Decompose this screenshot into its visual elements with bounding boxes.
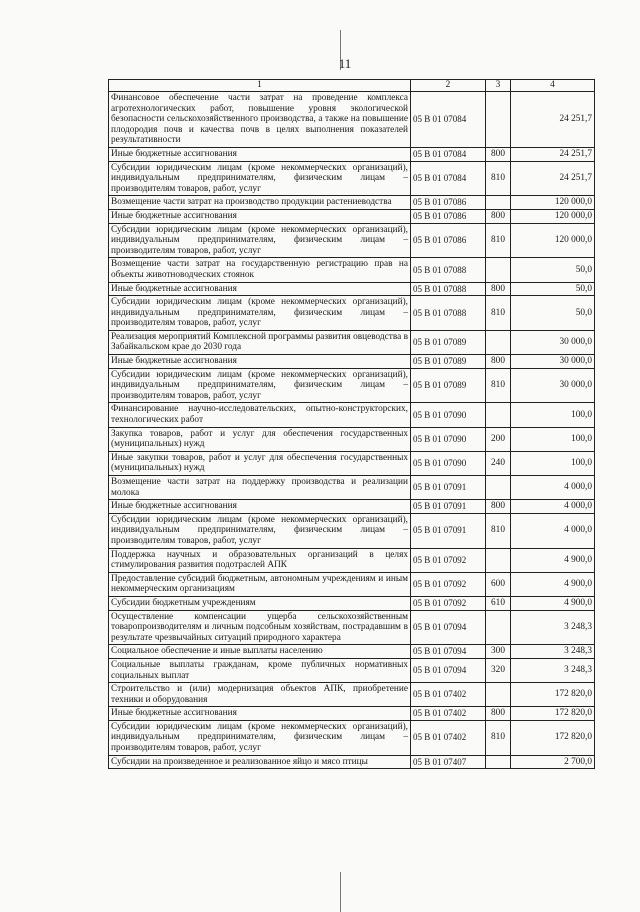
- row-type-cell: 800: [486, 500, 511, 514]
- row-code-cell: 05 В 01 07091: [411, 476, 486, 500]
- table-row: [109, 451, 595, 475]
- table-row: [109, 92, 595, 148]
- table-row: [109, 610, 595, 645]
- row-amount-cell: 24 251,7: [511, 147, 595, 161]
- row-type-cell: 240: [486, 451, 511, 475]
- row-name-cell: Субсидии юридическим лицам (кроме некоммерческих организаций), индивидуальным предпринимателям, физическим лицам – производителям товаров, работ, услуг: [109, 720, 411, 755]
- table-row: [109, 755, 595, 769]
- table-row: [109, 258, 595, 282]
- table-row: [109, 282, 595, 296]
- row-code-cell: 05 В 01 07088: [411, 296, 486, 331]
- row-name-cell: Субсидии на произведенное и реализованное яйцо и мясо птицы: [109, 755, 411, 769]
- row-type-cell: [486, 196, 511, 210]
- row-type-cell: [486, 476, 511, 500]
- row-name-cell: Иные бюджетные ассигнования: [109, 147, 411, 161]
- table-row: [109, 368, 595, 403]
- table-row: [109, 683, 595, 707]
- row-name-cell: Строительство и (или) модернизация объектов АПК, приобретение техники и оборудования: [109, 683, 411, 707]
- row-type-cell: [486, 548, 511, 572]
- row-type-cell: [486, 610, 511, 645]
- row-name-cell: Иные закупки товаров, работ и услуг для обеспечения государственных (муниципальных) нужд: [109, 451, 411, 475]
- row-type-cell: 800: [486, 707, 511, 721]
- table-row: [109, 572, 595, 596]
- row-name-cell: Возмещение части затрат на государственную регистрацию прав на объекты животноводческих стоянок: [109, 258, 411, 282]
- row-amount-cell: 3 248,3: [511, 645, 595, 659]
- row-amount-cell: 50,0: [511, 296, 595, 331]
- row-name-cell: Субсидии юридическим лицам (кроме некоммерческих организаций), индивидуальным предпринимателям, физическим лицам – производителям товаров, работ, услуг: [109, 368, 411, 403]
- row-type-cell: 810: [486, 513, 511, 548]
- row-amount-cell: 4 000,0: [511, 513, 595, 548]
- row-code-cell: 05 В 01 07089: [411, 355, 486, 369]
- row-type-cell: 800: [486, 147, 511, 161]
- row-code-cell: 05 В 01 07086: [411, 223, 486, 258]
- row-code-cell: 05 В 01 07091: [411, 500, 486, 514]
- table-row: [109, 596, 595, 610]
- row-name-cell: Иные бюджетные ассигнования: [109, 209, 411, 223]
- table-row: [109, 427, 595, 451]
- row-amount-cell: 30 000,0: [511, 355, 595, 369]
- table-row: [109, 209, 595, 223]
- row-name-cell: Субсидии юридическим лицам (кроме некоммерческих организаций), индивидуальным предпринимателям, физическим лицам – производителям товаров, работ, услуг: [109, 296, 411, 331]
- row-name-cell: Иные бюджетные ассигнования: [109, 282, 411, 296]
- row-code-cell: 05 В 01 07402: [411, 707, 486, 721]
- row-type-cell: [486, 403, 511, 427]
- row-amount-cell: 4 900,0: [511, 548, 595, 572]
- row-name-cell: Субсидии юридическим лицам (кроме некоммерческих организаций), индивидуальным предпринимателям, физическим лицам – производителям товаров, работ, услуг: [109, 223, 411, 258]
- row-type-cell: 600: [486, 572, 511, 596]
- row-code-cell: 05 В 01 07089: [411, 330, 486, 354]
- row-amount-cell: 24 251,7: [511, 92, 595, 148]
- row-amount-cell: 3 248,3: [511, 610, 595, 645]
- row-code-cell: 05 В 01 07092: [411, 548, 486, 572]
- row-amount-cell: 4 900,0: [511, 596, 595, 610]
- budget-table: [108, 79, 595, 769]
- row-type-cell: 320: [486, 658, 511, 682]
- row-amount-cell: 24 251,7: [511, 161, 595, 196]
- row-code-cell: 05 В 01 07090: [411, 403, 486, 427]
- row-amount-cell: 2 700,0: [511, 755, 595, 769]
- row-name-cell: Социальные выплаты гражданам, кроме публичных нормативных социальных выплат: [109, 658, 411, 682]
- row-type-cell: 800: [486, 355, 511, 369]
- row-amount-cell: 30 000,0: [511, 368, 595, 403]
- row-amount-cell: 120 000,0: [511, 209, 595, 223]
- row-amount-cell: 100,0: [511, 427, 595, 451]
- row-code-cell: 05 В 01 07090: [411, 427, 486, 451]
- row-type-cell: [486, 92, 511, 148]
- row-name-cell: Реализация мероприятий Комплексной программы развития овцеводства в Забайкальском крае до 2030 года: [109, 330, 411, 354]
- row-type-cell: 810: [486, 296, 511, 331]
- row-name-cell: Субсидии бюджетным учреждениям: [109, 596, 411, 610]
- row-name-cell: Иные бюджетные ассигнования: [109, 355, 411, 369]
- row-amount-cell: 50,0: [511, 282, 595, 296]
- row-name-cell: Финансовое обеспечение части затрат на проведение комплекса агротехнологических работ, повышение уровня экологической безопасности сельскохозяйственного производства, а также на повышение плодородия почв и качества почв в целях выполнения показателей результативности: [109, 92, 411, 148]
- row-type-cell: 810: [486, 161, 511, 196]
- row-amount-cell: 4 000,0: [511, 476, 595, 500]
- table-row: [109, 147, 595, 161]
- row-code-cell: 05 В 01 07092: [411, 596, 486, 610]
- row-name-cell: Финансирование научно-исследовательских, опытно-конструкторских, технологических работ: [109, 403, 411, 427]
- row-code-cell: 05 В 01 07091: [411, 513, 486, 548]
- row-type-cell: [486, 330, 511, 354]
- binding-mark-bottom: [340, 872, 341, 912]
- row-code-cell: 05 В 01 07088: [411, 258, 486, 282]
- row-code-cell: 05 В 01 07084: [411, 92, 486, 148]
- row-type-cell: 800: [486, 282, 511, 296]
- row-name-cell: Поддержка научных и образовательных организаций в целях стимулирования развития подотраслей АПК: [109, 548, 411, 572]
- table-row: [109, 513, 595, 548]
- table-row: [109, 707, 595, 721]
- column-header-type: 3: [486, 80, 511, 92]
- row-amount-cell: 172 820,0: [511, 683, 595, 707]
- table-row: [109, 223, 595, 258]
- row-name-cell: Возмещение части затрат на производство продукции растениеводства: [109, 196, 411, 210]
- row-amount-cell: 172 820,0: [511, 720, 595, 755]
- row-code-cell: 05 В 01 07088: [411, 282, 486, 296]
- row-code-cell: 05 В 01 07084: [411, 161, 486, 196]
- row-type-cell: [486, 755, 511, 769]
- row-type-cell: [486, 258, 511, 282]
- row-amount-cell: 100,0: [511, 451, 595, 475]
- row-name-cell: Предоставление субсидий бюджетным, автономным учреждениям и иным некоммерческим организациям: [109, 572, 411, 596]
- row-type-cell: 810: [486, 223, 511, 258]
- row-type-cell: 300: [486, 645, 511, 659]
- row-amount-cell: 120 000,0: [511, 223, 595, 258]
- table-row: [109, 500, 595, 514]
- row-code-cell: 05 В 01 07094: [411, 658, 486, 682]
- row-code-cell: 05 В 01 07090: [411, 451, 486, 475]
- row-code-cell: 05 В 01 07402: [411, 683, 486, 707]
- row-name-cell: Возмещение части затрат на поддержку производства и реализации молока: [109, 476, 411, 500]
- row-amount-cell: 120 000,0: [511, 196, 595, 210]
- row-type-cell: 610: [486, 596, 511, 610]
- row-code-cell: 05 В 01 07094: [411, 610, 486, 645]
- row-name-cell: Субсидии юридическим лицам (кроме некоммерческих организаций), индивидуальным предпринимателям, физическим лицам – производителям товаров, работ, услуг: [109, 513, 411, 548]
- row-code-cell: 05 В 01 07084: [411, 147, 486, 161]
- column-header-code: 2: [411, 80, 486, 92]
- table-row: [109, 658, 595, 682]
- row-code-cell: 05 В 01 07094: [411, 645, 486, 659]
- row-code-cell: 05 В 01 07086: [411, 209, 486, 223]
- table-row: [109, 330, 595, 354]
- table-header-row: [109, 80, 595, 92]
- column-header-amount: 4: [511, 80, 595, 92]
- table-row: [109, 355, 595, 369]
- table-row: [109, 161, 595, 196]
- row-code-cell: 05 В 01 07402: [411, 720, 486, 755]
- row-type-cell: 800: [486, 209, 511, 223]
- table-row: [109, 476, 595, 500]
- row-code-cell: 05 В 01 07407: [411, 755, 486, 769]
- row-name-cell: Субсидии юридическим лицам (кроме некоммерческих организаций), индивидуальным предпринимателям, физическим лицам – производителям товаров, работ, услуг: [109, 161, 411, 196]
- row-amount-cell: 172 820,0: [511, 707, 595, 721]
- row-type-cell: 200: [486, 427, 511, 451]
- row-name-cell: Иные бюджетные ассигнования: [109, 500, 411, 514]
- table-row: [109, 645, 595, 659]
- table-row: [109, 403, 595, 427]
- row-code-cell: 05 В 01 07092: [411, 572, 486, 596]
- row-name-cell: Закупка товаров, работ и услуг для обеспечения государственных (муниципальных) нужд: [109, 427, 411, 451]
- row-amount-cell: 30 000,0: [511, 330, 595, 354]
- page-number: 11: [338, 56, 352, 71]
- table-row: [109, 196, 595, 210]
- row-name-cell: Социальное обеспечение и иные выплаты населению: [109, 645, 411, 659]
- row-amount-cell: 50,0: [511, 258, 595, 282]
- row-name-cell: Иные бюджетные ассигнования: [109, 707, 411, 721]
- column-header-name: 1: [109, 80, 411, 92]
- row-type-cell: [486, 683, 511, 707]
- row-amount-cell: 4 900,0: [511, 572, 595, 596]
- row-amount-cell: 100,0: [511, 403, 595, 427]
- row-type-cell: 810: [486, 720, 511, 755]
- table-row: [109, 720, 595, 755]
- row-code-cell: 05 В 01 07086: [411, 196, 486, 210]
- row-type-cell: 810: [486, 368, 511, 403]
- table-row: [109, 296, 595, 331]
- table-row: [109, 548, 595, 572]
- row-amount-cell: 4 000,0: [511, 500, 595, 514]
- row-code-cell: 05 В 01 07089: [411, 368, 486, 403]
- row-amount-cell: 3 248,3: [511, 658, 595, 682]
- row-name-cell: Осуществление компенсации ущерба сельскохозяйственным товаропроизводителям и личным подсобным хозяйствам, пострадавшим в результате чрезвычайных ситуаций природного характера: [109, 610, 411, 645]
